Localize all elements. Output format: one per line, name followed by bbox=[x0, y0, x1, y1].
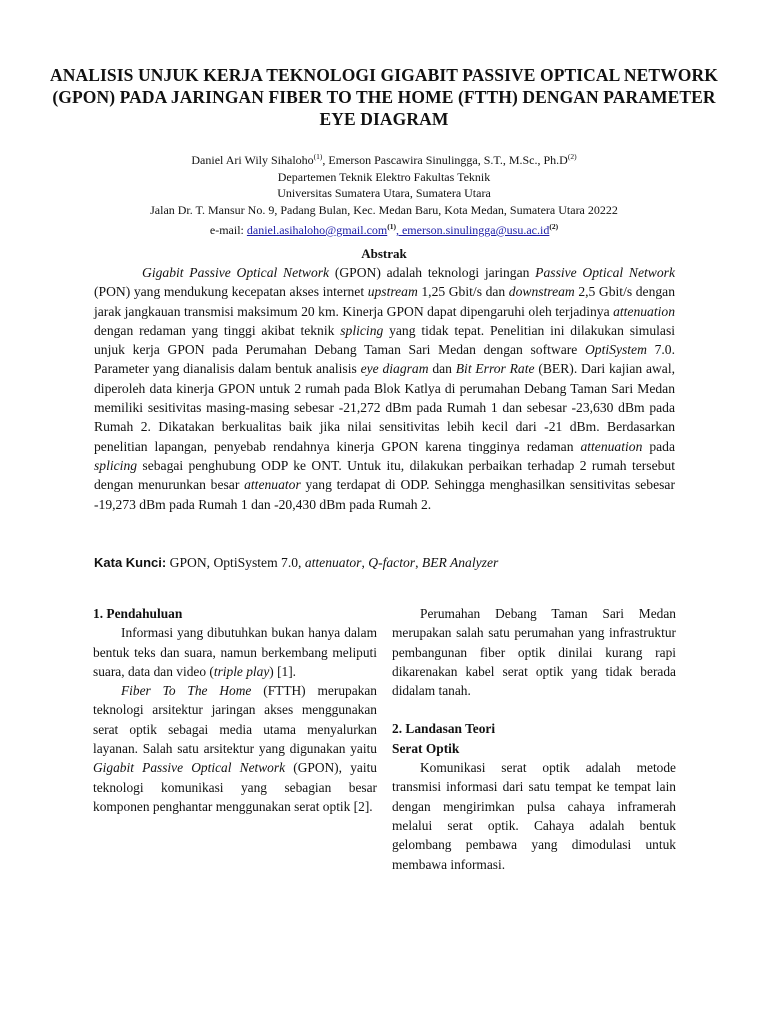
text-run: GPON, OptiSystem 7.0, bbox=[166, 555, 305, 570]
author-address: Jalan Dr. T. Mansur No. 9, Padang Bulan, Kec. Medan Baru, Kota Medan, Sumatera Utara 20222 bbox=[150, 203, 618, 218]
abstract-paragraph bbox=[94, 263, 675, 514]
text-run: Informasi yang dibutuhkan bukan hanya dalam bentuk teks dan suara, namun berkembang meliputi suara, data dan video ( bbox=[93, 625, 377, 679]
italic-term: attenuation bbox=[580, 438, 643, 454]
text-run: , bbox=[415, 555, 422, 570]
italic-term: Gigabit Passive Optical Network bbox=[93, 760, 286, 776]
right-column bbox=[392, 604, 676, 874]
italic-term: Gigabit Passive Optical Network bbox=[142, 265, 330, 280]
email-link-2[interactable]: emerson.sinulingga@usu.ac.id bbox=[401, 222, 550, 237]
left-column bbox=[93, 604, 377, 816]
paper-title: ANALISIS UNJUK KERJA TEKNOLOGI GIGABIT PASSIVE OPTICAL NETWORK (GPON) PADA JARINGAN FIBER TO THE HOME (FTTH) DENGAN PARAMETER EYE DIAGRAM bbox=[50, 65, 718, 129]
text-run: 7.0. Parameter yang dianalisis dalam bentuk analisis bbox=[94, 342, 675, 377]
email-label: e-mail: bbox=[209, 222, 247, 237]
keywords-list bbox=[166, 555, 498, 570]
section-2-heading: 2. Landasan Teori bbox=[392, 721, 496, 737]
italic-term: BER Analyzer bbox=[421, 555, 499, 570]
author-2-mark: (2) bbox=[567, 152, 577, 161]
email-1-mark: (1) bbox=[387, 221, 396, 231]
author-emails bbox=[40, 219, 728, 239]
italic-term: upstream bbox=[367, 284, 418, 300]
text-run: pada bbox=[642, 438, 676, 454]
author-department: Departemen Teknik Elektro Fakultas Teknik bbox=[277, 169, 491, 184]
keywords-label: Kata Kunci: bbox=[94, 555, 167, 570]
abstract-body bbox=[94, 263, 675, 514]
text-run: dan bbox=[428, 361, 456, 377]
subsection-heading: Serat Optik bbox=[392, 740, 460, 756]
email-separator: , bbox=[395, 222, 402, 237]
theory-paragraph: Komunikasi serat optik adalah metode transmisi informasi dari satu tempat ke tempat lain dengan mengirimkan pulsa cahaya inframerah melalui serat optik. Cahaya adalah bentuk gelombang pembawa yang dimodulasi untuk membawa informasi. bbox=[392, 760, 676, 872]
text-run: yang tidak tepat. Penelitian ini dilakukan simulasi unjuk kerja GPON pada Perumahan Debang Taman Sari Medan dengan software bbox=[94, 322, 676, 358]
italic-term: triple play bbox=[213, 663, 270, 679]
author-1-mark: (1) bbox=[313, 152, 323, 161]
italic-term: attenuation bbox=[613, 303, 675, 319]
author-2-name: Emerson Pascawira Sinulingga, S.T., M.Sc., Ph.D bbox=[328, 153, 568, 167]
email-2-mark: (2) bbox=[549, 221, 559, 231]
section-1-heading: 1. Pendahuluan bbox=[93, 606, 183, 621]
text-run: , bbox=[361, 555, 369, 570]
intro-paragraph-2 bbox=[93, 681, 377, 816]
text-run: (BER). Dari kajian awal, diperoleh data kinerja GPON untuk 2 rumah pada Blok Katlya di perumahan Debang Taman Sari Medan memiliki sesitivitas masing-masing sebesar -21,272 dBm pada Rumah 1 dan sebesar -23,630 dBm pada Rumah 2. Dikatakan berkualitas baik jika nilai sensitivitas lebih kecil dari -21 dBm. Berdasarkan penelitian lapangan, penyebab rendahnya kinerja GPON karena tingginya redaman bbox=[94, 361, 675, 454]
italic-term: OptiSystem bbox=[584, 342, 647, 358]
italic-term: splicing bbox=[94, 457, 138, 473]
abstract-heading: Abstrak bbox=[361, 246, 407, 261]
italic-term: attenuator bbox=[304, 555, 362, 570]
italic-term: Bit Error Rate bbox=[455, 361, 535, 377]
author-separator: , bbox=[322, 153, 329, 167]
email-link-1[interactable]: daniel.asihaloho@gmail.com bbox=[246, 222, 388, 237]
italic-term: eye diagram bbox=[360, 361, 429, 377]
text-run: 1,25 Gbit/s dan bbox=[417, 284, 509, 300]
text-run: ) [1]. bbox=[269, 663, 297, 679]
italic-term: attenuator bbox=[244, 477, 301, 493]
author-block bbox=[40, 149, 728, 239]
italic-term: Passive Optical Network bbox=[535, 265, 675, 280]
text-run: (GPON) adalah teknologi jaringan bbox=[329, 265, 536, 280]
author-names bbox=[40, 149, 728, 169]
spacer bbox=[392, 700, 676, 719]
intro-paragraph-1 bbox=[93, 623, 377, 681]
text-run: (PON) yang mendukung kecepatan akses internet bbox=[94, 284, 368, 300]
author-university: Universitas Sumatera Utara, Sumatera Utara bbox=[277, 186, 491, 201]
author-1-name: Daniel Ari Wily Sihaloho bbox=[191, 153, 314, 167]
text-run: (GPON), yaitu teknologi komunikasi yang sebagian besar komponen penghantar menggunakan serat optik [2]. bbox=[93, 760, 377, 814]
italic-term: Fiber To The Home bbox=[121, 683, 252, 699]
text-run: dengan redaman yang tinggi akibat teknik bbox=[94, 322, 341, 338]
text-run: yang terdapat di ODP. Sehingga menghasilkan sensitivitas sebesar -19,273 dBm pada Rumah 1 dan -20,430 dBm pada Rumah 2. bbox=[94, 477, 675, 512]
italic-term: downstream bbox=[508, 284, 575, 300]
italic-term: Q-factor bbox=[368, 555, 416, 570]
text-run: (FTTH) merupakan teknologi arsitektur jaringan akses menggunakan serat optik sebagai media utama menyalurkan layanan. Salah satu arsitektur yang digunakan yaitu bbox=[93, 683, 377, 757]
keywords bbox=[94, 553, 675, 572]
text-run: 2,5 Gbit/s dengan jarak jangkauan transmisi maksimum 20 km. Kinerja GPON dapat dipengaruhi oleh terjadinya bbox=[94, 284, 675, 319]
text-run: sebagai penghubung ODP ke ONT. Untuk itu, dilakukan perbaikan terhadap 2 rumah tersebut dengan menurunkan besar bbox=[94, 457, 675, 493]
italic-term: splicing bbox=[340, 322, 384, 338]
intro-paragraph-3: Perumahan Debang Taman Sari Medan merupakan salah satu perumahan yang infrastruktur pembangunan fiber optik dinilai kurang rapi dikarenakan kabel serat optik yang tidak berada didalam tanah. bbox=[392, 606, 676, 699]
